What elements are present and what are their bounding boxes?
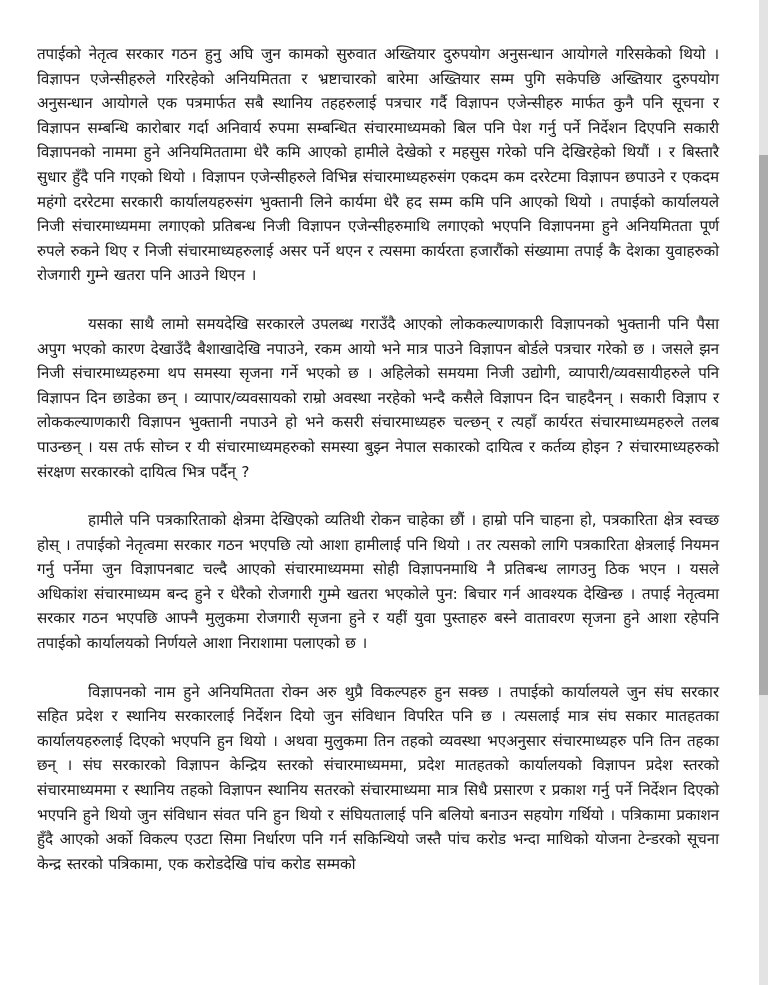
paragraph-3: हामीले पनि पत्रकारिताको क्षेत्रमा देखिएको व्यतिथी रोकन चाहेका छौं । हाम्रो पनि चाहना हो, पत्रकारिता क्षेत्र स्वच्छ होस् । तपाईको नेतृत्वमा सरकार गठन भएपछि त्यो आशा हामीलाई पनि थियो । तर त्यसको लागि पत्रकारिता क्षेत्रलाई नियमन गर्नु पर्नेमा जुन विज्ञापनबाट चल्दै आएको संचारमाध्यममा सोही विज्ञापनमाथि नै प्रतिबन्ध लागउनु ठिक भएन । यसले अधिकांश संचारमाध्यम बन्द हुने र धेरैको रोजगारी गुम्मे खतरा भएकोले पुन: बिचार गर्न आवश्यक देखिन्छ । तपाई नेतृत्वमा सरकार गठन भएपछि आफ्नै मुलुकमा रोजगारी सृजना हुने र यहीं युवा पुस्ताहरु बस्ने वातावरण सृजना हुने आशा रहेपनि तपाईको कार्यालयको निर्णयले आशा निराशामा पलाएको छ । <box>37 511 719 653</box>
paragraph-1: तपाईको नेतृत्व सरकार गठन हुनु अघि जुन कामको सुरुवात अख्तियार दुरुपयोग अनुसन्धान आयोगले गरिसकेको थियो । विज्ञापन एजेन्सीहरुले गरिरहेको अनियमितता र भ्रष्टाचारको बारेमा अख्तियार सम्म पुगि सकेपछि अख्तियार दुरुपयोग अनुसन्धान आयोगले एक पत्रमार्फत सबै स्थानिय तहहरुलाई पत्रचार गर्दै विज्ञापन एजेन्सीहरु मार्फत कुनै पनि सूचना र विज्ञापन सम्बन्धि कारोबार गर्दा अनिवार्य रुपमा सम्बन्धित संचारमाध्यमको बिल पनि पेश गर्नु पर्ने निर्देशन दिएपनि सकारी विज्ञापनको नाममा हुने अनियमिततामा धेरै कमि आएको हामीले देखेको र महसुस गरेको पनि देखिरहेको थियौं । र बिस्तारै सुधार हुँदै पनि गएको थियो । विज्ञापन एजेन्सीहरुले विभिन्न संचारमाध्यहरुसंग एकदम कम दररेटमा विज्ञापन छपाउने र एकदम महंगो दररेटमा सरकारी कार्यालयहरुसंग भुक्तानी लिने कार्यमा धेरै हद सम्म कमि पनि आएको थियो । तपाईको कार्यालयले निजी संचारमाध्यममा लगाएको प्रतिबन्ध निजी विज्ञापन एजेन्सीहरुमाथि लगाएको भएपनि विज्ञापनमा हुने अनियमितता पूर्ण रुपले रुकने थिए र निजी संचारमाध्यहरुलाई असर पर्ने थएन र त्यसमा कार्यरता हजारौंको संख्यामा तपाई कै देशका युवाहरुको रोजगारी गुम्ने खतरा पनि आउने थिएन । <box>37 45 719 285</box>
paragraph-4: विज्ञापनको नाम हुने अनियमितता रोक्न अरु थुप्रै विकल्पहरु हुन सक्छ । तपाईको कार्यालयले जुन संघ सरकार सहित प्रदेश र स्थानिय सरकारलाई निर्देशन दियो जुन संविधान विपरित पनि छ । त्यसलाई मात्र संघ सकार मातहतका कार्यालयहरुलाई दिएको भएपनि हुन थियो । अथवा मुलुकमा तिन तहको व्यवस्था भएअनुसार संचारमाध्यहरु पनि तिन तहका छन् । संघ सरकारको विज्ञापन केन्द्रिय स्तरको संचारमाध्यममा, प्रदेश मातहतको कार्यालयको विज्ञापन प्रदेश स्तरको संचारमाध्यममा र स्थानिय तहको विज्ञापन स्थानिय सतरको संचारमाध्यमा मात्र सिधै प्रसारण र प्रकाश गर्नु पर्ने निर्देशन दिएको भएपनि हुने थियो जुन संविधान संवत पनि हुन थियो र संघियतालाई पनि बलियो बनाउन सहयोग गर्थियो । पत्रिकामा प्रकाशन हुँदै आएको अर्को विकल्प एउटा सिमा निर्धारण पनि गर्न सकिन्थियो जस्तै पांच करोड भन्दा माथिको योजना टेन्डरको सूचना केन्द्र स्तरको पत्रिकामा, एक करोडदेखि पांच करोड सम्मको <box>37 682 719 873</box>
paragraph-2: यसका साथै लामो समयदेखि सरकारले उपलब्ध गराउँदै आएको लोककल्याणकारी विज्ञापनको भुक्तानी पनि पैसा अपुग भएको कारण देखाउँदै बैशाखादेखि नपाउने, रकम आयो भने मात्र पाउने विज्ञापन बोर्डले पत्रचार गरेको छ । जसले झन निजी संचारमाध्यहरुमा थप समस्या सृजना गर्ने भएको छ । अहिलेको समयमा निजी उद्योगी, व्यापारी/व्यवसायीहरुले पनि विज्ञापन दिन छाडेका छन् । व्यापार/व्यवसायको राम्रो अवस्था नरहेको भन्दै कसैले विज्ञापन दिन चाहदैनन् । सकारी विज्ञाप र लोककल्याणकारी विज्ञापन भुक्तानी नपाउने हो भने कसरी संचारमाध्यहरु चल्छन् र त्यहाँ कार्यरत संचारमाध्यमहरुले तलब पाउन्छन् । यस तर्फ सोच्न र यी संचारमाध्यमहरुको समस्या बुझ्न नेपाल सकारको दायित्व र कर्तव्य होइन ? संचारमाध्यहरुको संरक्षण सरकारको दायित्व भित्र पर्दैन् ? <box>37 314 719 481</box>
scrollbar-thumb[interactable] <box>759 155 768 696</box>
document-body <box>37 42 719 876</box>
vertical-scrollbar[interactable] <box>759 0 768 985</box>
